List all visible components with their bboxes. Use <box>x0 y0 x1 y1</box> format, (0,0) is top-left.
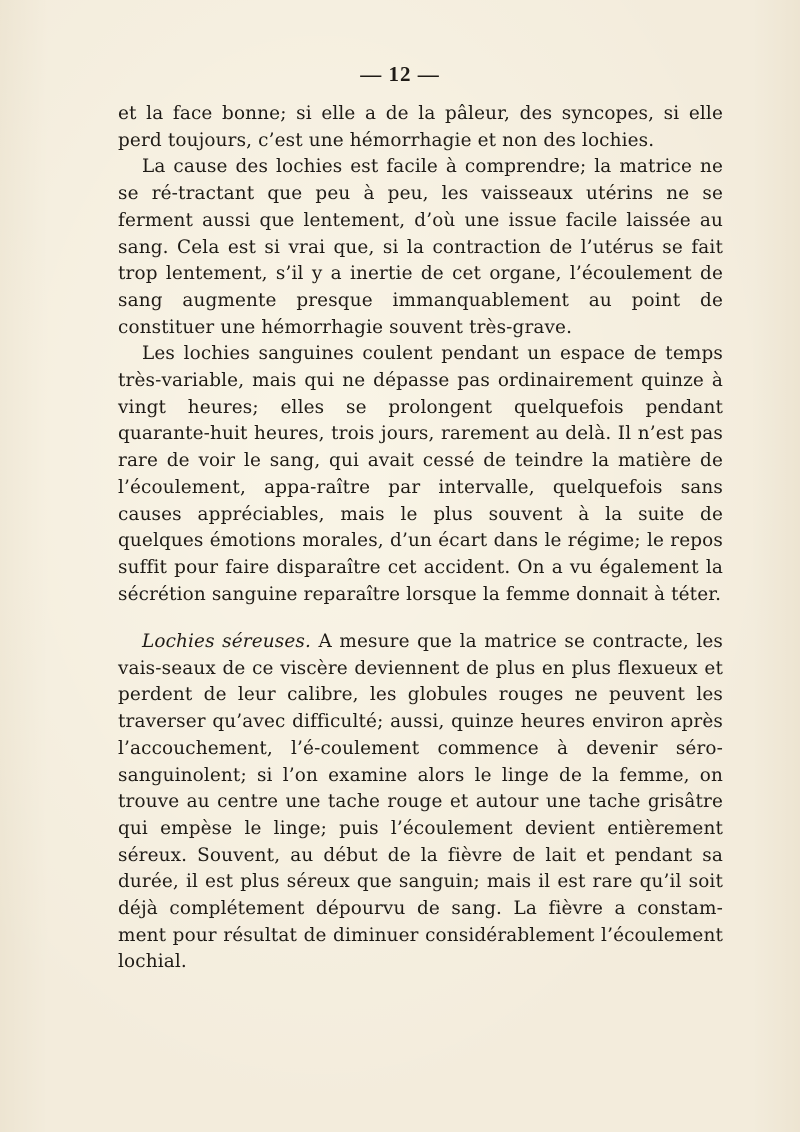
paragraph-1: et la face bonne; si elle a de la pâleur, des syncopes, si elle perd toujours, c’est une hémorrhagie et non des lochies. <box>118 103 723 151</box>
main-text <box>118 101 723 608</box>
section-lochies-sereuses <box>118 629 723 976</box>
paragraph-2: La cause des lochies est facile à comprendre; la matrice ne se ré-tractant que peu à peu, les vaisseaux utérins ne se ferment aussi que lentement, d’où une issue facile laissée au sang. Cela est si vrai que, si la contraction de l’utérus se fait trop lentement, s’il y a inertie de cet organe, l’écoulement de sang augmente presque immanquablement au point de constituer une hémorrhagie souvent très-grave. <box>118 156 723 338</box>
section-body: A mesure que la matrice se contracte, les vais-seaux de ce viscère deviennent de plus en plus flexueux et perdent de leur calibre, les globules rouges ne peuvent les traverser qu’avec difficulté; aussi, quinze heures environ après l’accouchement, l’é-coulement commence à devenir séro-sanguinolent; si l’on examine alors le linge de la femme, on trouve au centre une tache rouge et autour une tache grisâtre qui empèse le linge; puis l’écoulement devient entièrement séreux. Souvent, au début de la fièvre de lait et pendant sa durée, il est plus séreux que sanguin; mais il est rare qu’il soit déjà complétement dépourvu de sang. La fièvre a constam-ment pour résultat de diminuer considérablement l’écoulement lochial. <box>118 631 723 973</box>
page-number: — 12 — <box>360 62 440 86</box>
paragraph-3: Les lochies sanguines coulent pendant un espace de temps très-variable, mais qui ne dépasse pas ordinairement quinze à vingt heures; elles se prolongent quelquefois pendant quarante-huit heures, trois jours, rarement au delà. Il n’est pas rare de voir le sang, qui avait cessé de teindre la matière de l’écoulement, appa-raître par intervalle, quelquefois sans causes appréciables, mais le plus souvent à la suite de quelques émotions morales, d’un écart dans le régime; le repos suffit pour faire disparaître cet accident. On a vu également la sécrétion sanguine reparaître lorsque la femme donnait à téter. <box>118 343 723 605</box>
section-paragraph <box>118 629 723 976</box>
section-title: Lochies séreuses. <box>142 631 311 652</box>
